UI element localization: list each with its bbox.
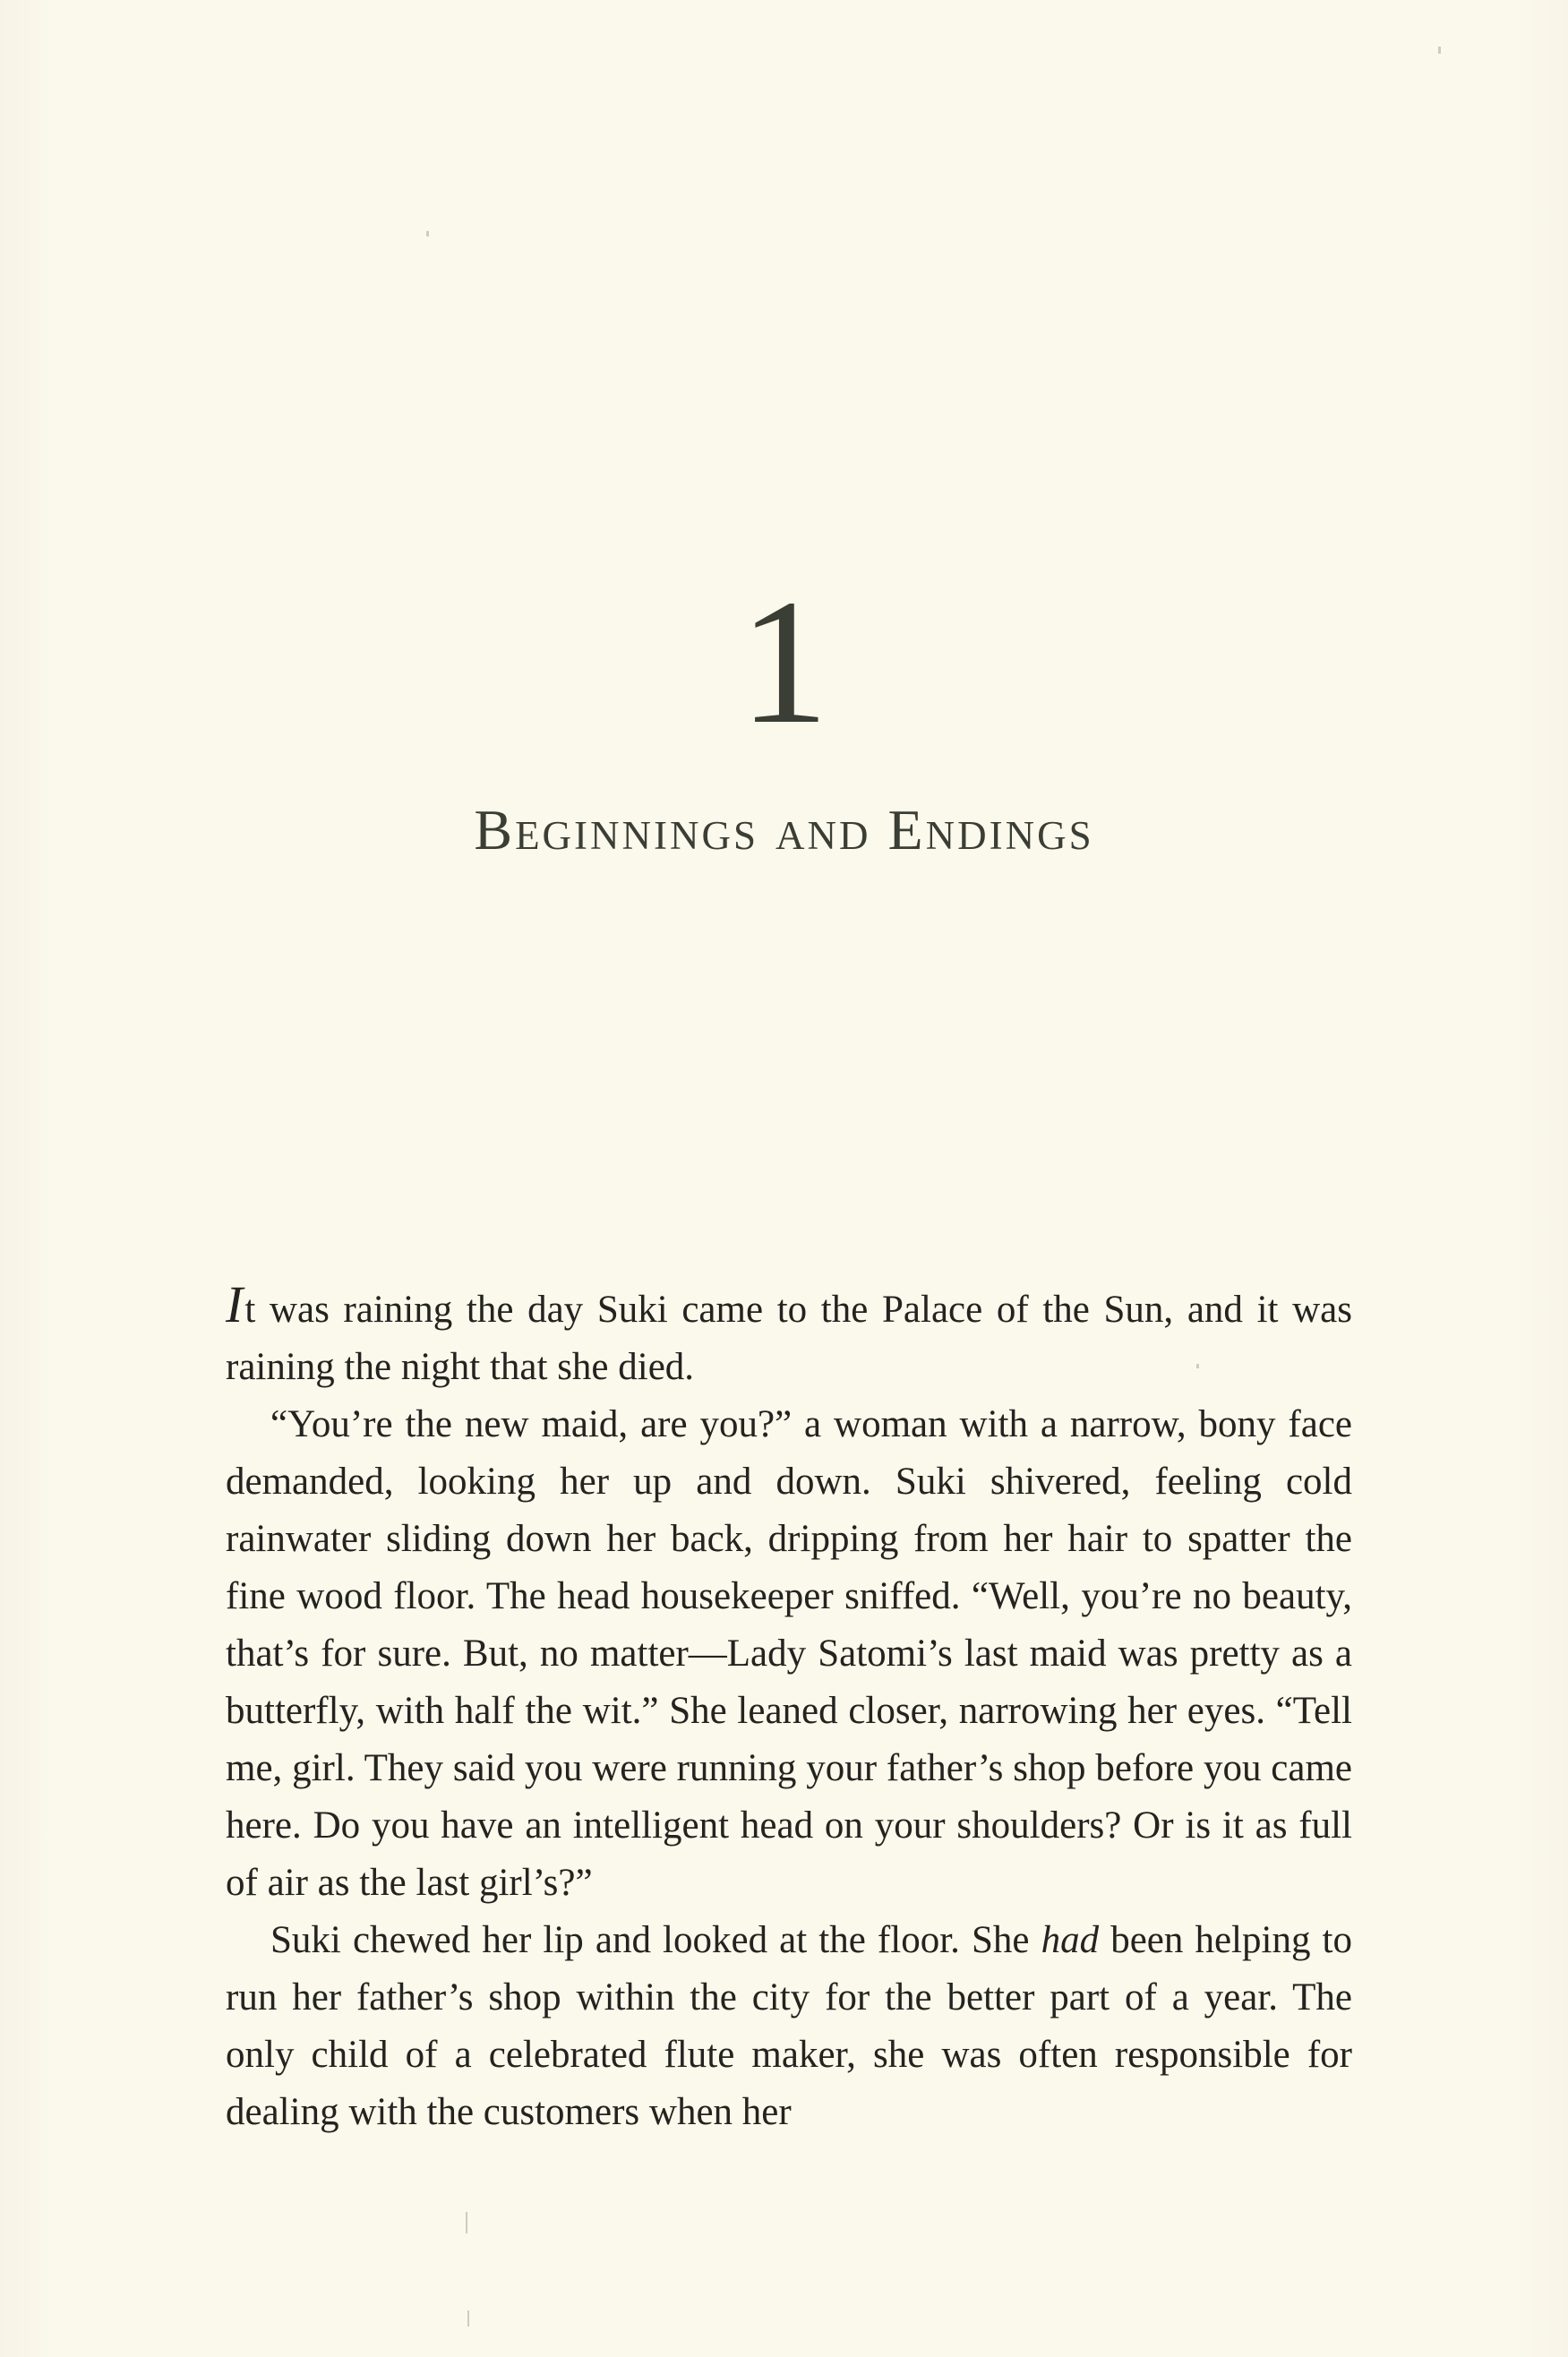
paragraph-3-emphasis: had <box>1041 1919 1100 1961</box>
paragraph-3-text-end: been helping to run her father’s shop within the city for the better part of a year. The only child of a celebrated flute maker, she was often responsible for dealing with the customers when her <box>226 1919 1352 2133</box>
paragraph-3-text-start: Suki chewed her lip and looked at the floor. She <box>270 1919 1041 1961</box>
drop-cap: I <box>226 1275 245 1333</box>
paragraph-1 <box>226 1276 1352 1396</box>
scan-speck <box>466 2212 467 2233</box>
paragraph-1-text: t was raining the day Suki came to the Palace of the Sun, and it was raining the night that she died. <box>226 1289 1352 1388</box>
scan-speck <box>1438 47 1441 54</box>
chapter-title: Beginnings and Endings <box>474 798 1094 861</box>
scan-speck <box>1196 1364 1199 1368</box>
paragraph-2: “You’re the new maid, are you?” a woman with a narrow, bony face demanded, looking her up and down. Suki shivered, feeling cold rainwater sliding down her back, dripping from her hair to spatter the fine wood floor. The head housekeeper sniffed. “Well, you’re no beauty, that’s for sure. But, no matter—Lady Satomi’s last maid was pretty as a butterfly, with half the wit.” She leaned closer, narrowing her eyes. “Tell me, girl. They said you were running your father’s shop before you came here. Do you have an intelligent head on your shoulders? Or is it as full of air as the last girl’s?” <box>226 1403 1352 1904</box>
chapter-body <box>226 1276 1352 2141</box>
chapter-number: 1 <box>739 563 829 761</box>
scan-speck <box>467 2310 469 2327</box>
paragraph-3 <box>226 1912 1352 2141</box>
scan-speck <box>426 231 429 236</box>
